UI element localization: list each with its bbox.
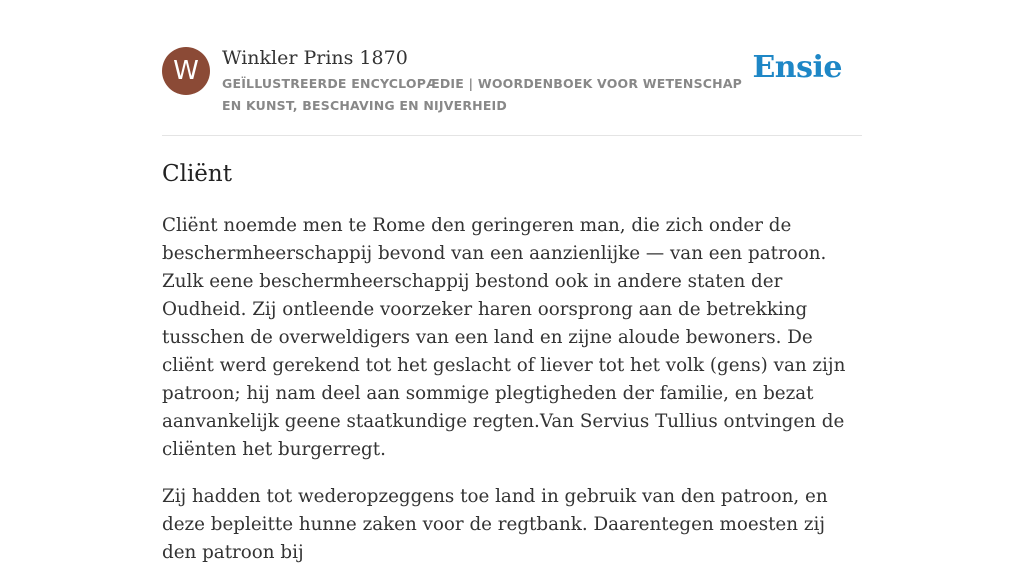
article-paragraph: Zij hadden tot wederopzeggens toe land in gebruik van den patroon, en deze bepleitte hunne zaken voor de regtbank. Daarentegen moesten zij den patroon bij	[162, 486, 828, 563]
article-paragraph: Cliënt noemde men te Rome den geringeren man, die zich onder de beschermheerschappij bevond van een aanzienlijke — van een patroon. Zulk eene beschermheerschappij bestond ook in andere staten der Oudheid. Zij ontleende voorzeker haren oorsprong aan de betrekking tusschen de overweldigers van een land en zijne aloude bewoners. De cliënt werd gerekend tot het geslacht of liever tot het volk (gens) van zijn patroon; hij nam deel aan sommige plegtigheden der familie, en bezat aanvankelijk geene staatkundige regten.Van Servius Tullius ontvingen de cliënten het burgerregt.	[162, 215, 846, 460]
article-body	[162, 212, 864, 586]
ensie-logo[interactable]: Ensie	[752, 50, 842, 85]
publication-header	[162, 46, 862, 136]
header-divider	[162, 135, 862, 136]
publication-subtitle: GEÏLLUSTREERDE ENCYCLOPÆDIE | WOORDENBOEK VOOR WETENSCHAP EN KUNST, BESCHAVING EN NIJVERHEID	[222, 76, 743, 113]
article-title: Cliënt	[162, 161, 232, 187]
publication-title[interactable]: Winkler Prins 1870	[222, 47, 408, 69]
publication-avatar[interactable]: W	[162, 47, 210, 95]
